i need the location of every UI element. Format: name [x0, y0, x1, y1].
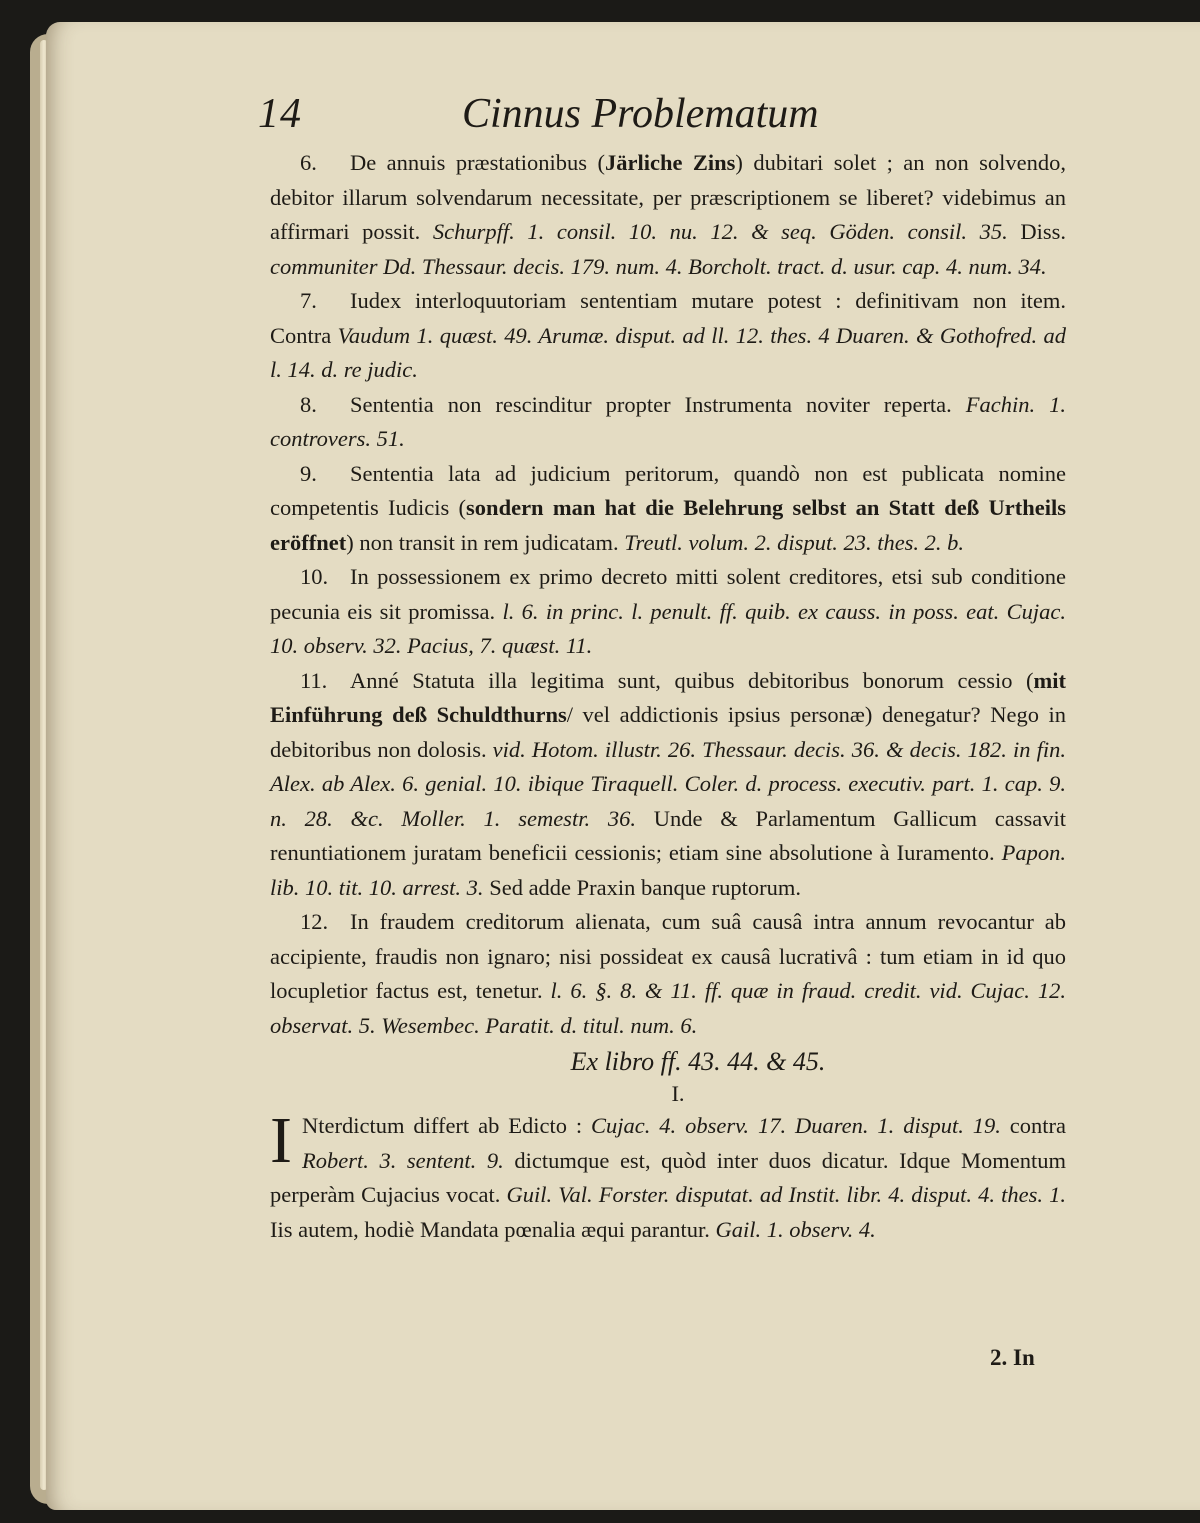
section-number: I.: [671, 1081, 685, 1106]
citation-text: Papon. lib. 10. tit. 10. arrest. 3.: [270, 840, 1066, 900]
paragraph-number: 6.: [300, 150, 317, 175]
body-text: In possessionem ex primo decreto mitti solent creditores, etsi sub conditione pecunia eis sit promissa.: [270, 564, 1066, 624]
body-text: dictumque est, quòd inter duos dicatur. Idque Momentum perperàm Cujacius vocat.: [270, 1147, 1066, 1207]
section-heading: Ex libro ff. 43. 44. & 45.: [570, 1047, 826, 1076]
body-text: ) non transit in rem judicatam.: [346, 529, 625, 555]
paragraph-list: [270, 146, 1066, 1043]
german-gloss: Järliche Zins: [604, 150, 736, 175]
citation-text: Fachin. 1. controvers. 51.: [270, 391, 1066, 451]
running-head: [0, 90, 1200, 144]
citation-text: Schurpff. 1. consil. 10. nu. 12. & seq. Göden. consil. 35.: [432, 219, 1008, 244]
page-title: Cinnus Problematum: [462, 91, 819, 137]
paragraph-number: 10.: [300, 564, 329, 589]
body-text: / vel addictionis ipsius personæ) denegatur? Nego in debitoribus non dolosis.: [270, 702, 1067, 762]
body-text: Sed adde Praxin banque ruptorum.: [483, 874, 801, 900]
numbered-paragraph: [270, 905, 1066, 1043]
citation-text: vid. Hotom. illustr. 26. Thessaur. decis. 36. & decis. 182. in fin. Alex. ab Alex. 6. genial. 10. ibique Tiraquell. Coler. d. process. executiv. part. 1. cap. 9. n. 28. &c. Moller. 1. semestr. 36.: [270, 736, 1066, 831]
citation-text: Treutl. volum. 2. disput. 23. thes. 2. b.: [624, 529, 965, 555]
page-body: [270, 146, 1066, 1247]
german-gloss: mit Einführung deß Schuldthurns: [270, 667, 1066, 727]
citation-text: Cujac. 4. observ. 17. Duaren. 1. disput. 19.: [591, 1113, 1001, 1138]
citation-text: Guil. Val. Forster. disputat. ad Instit. libr. 4. disput. 4. thes. 1.: [506, 1182, 1066, 1207]
numbered-paragraph: [270, 284, 1066, 388]
body-text: Unde & Parlamentum Gallicum cassavit renuntiationem juratam beneficii cessionis; etiam sine absolutione à Iuramento.: [270, 805, 1066, 865]
numbered-paragraph: [270, 560, 1066, 664]
body-text: contra: [1000, 1113, 1066, 1138]
citation-text: l. 6. §. 8. & 11. ff. quæ in fraud. credit. vid. Cujac. 12. observat. 5. Wesembec. Paratit. d. titul. num. 6.: [270, 978, 1066, 1038]
drop-cap: I: [270, 1104, 292, 1177]
numbered-paragraph: [270, 664, 1066, 906]
body-text: Sententia lata ad judicium peritorum, quandò non est publicata nomine competentis Iudicis (: [270, 460, 1066, 520]
paragraph-number: 9.: [300, 460, 317, 486]
paragraph-number: 7.: [300, 288, 317, 313]
numbered-paragraph: [270, 457, 1066, 561]
body-text: De annuis præstationibus (: [350, 150, 605, 175]
body-text: Iudex interloquutoriam sententiam mutare potest : definitivam non item. Contra: [270, 288, 1066, 348]
citation-text: communiter Dd. Thessaur. decis. 179. num. 4. Borcholt. tract. d. usur. cap. 4. num. 34.: [270, 253, 1047, 279]
catchword: 2. In: [990, 1345, 1035, 1370]
body-text: ) dubitari solet ; an non solvendo, debitor illarum solvendarum necessitate, per præscriptionem se liberet? videbimus an affirmari possit.: [270, 150, 1066, 244]
numbered-paragraph: [270, 388, 1066, 457]
citation-text: l. 6. in princ. l. penult. ff. quib. ex causs. in poss. eat. Cujac. 10. observ. 32. Pacius, 7. quæst. 11.: [270, 598, 1066, 658]
body-text: Diss.: [1007, 219, 1066, 244]
body-text: Nterdictum differt ab Edicto :: [301, 1113, 592, 1138]
citation-text: Robert. 3. sentent. 9.: [301, 1147, 504, 1173]
numbered-paragraph: [270, 146, 1066, 284]
paragraph-number: 8.: [300, 391, 317, 417]
body-text: Sententia non rescinditur propter Instrumenta noviter reperta.: [350, 391, 966, 417]
german-gloss: sondern man hat die Belehrung selbst an Statt deß Urtheils eröffnet: [270, 495, 1066, 555]
body-text: Iis autem, hodiè Mandata pœnalia æqui parantur.: [270, 1216, 716, 1242]
page-number: 14: [258, 91, 302, 137]
body-text: Anné Statuta illa legitima sunt, quibus debitoribus bonorum cessio (: [350, 667, 1034, 693]
body-text: In fraudem creditorum alienata, cum suâ causâ intra annum revocantur ab accipiente, fraudis non ignaro; nisi possideat ex causâ lucrativâ : tum etiam in id quo locupletior factus est, tenetur.: [270, 909, 1066, 1003]
paragraph-number: 12.: [300, 909, 329, 934]
citation-text: Vaudum 1. quæst. 49. Arumæ. disput. ad ll. 12. thes. 4 Duaren. & Gothofred. ad l. 14. d. re judic.: [270, 322, 1066, 382]
section-paragraph: [270, 1104, 1066, 1247]
paragraph-number: 11.: [300, 667, 328, 693]
citation-text: Gail. 1. observ. 4.: [715, 1216, 876, 1242]
